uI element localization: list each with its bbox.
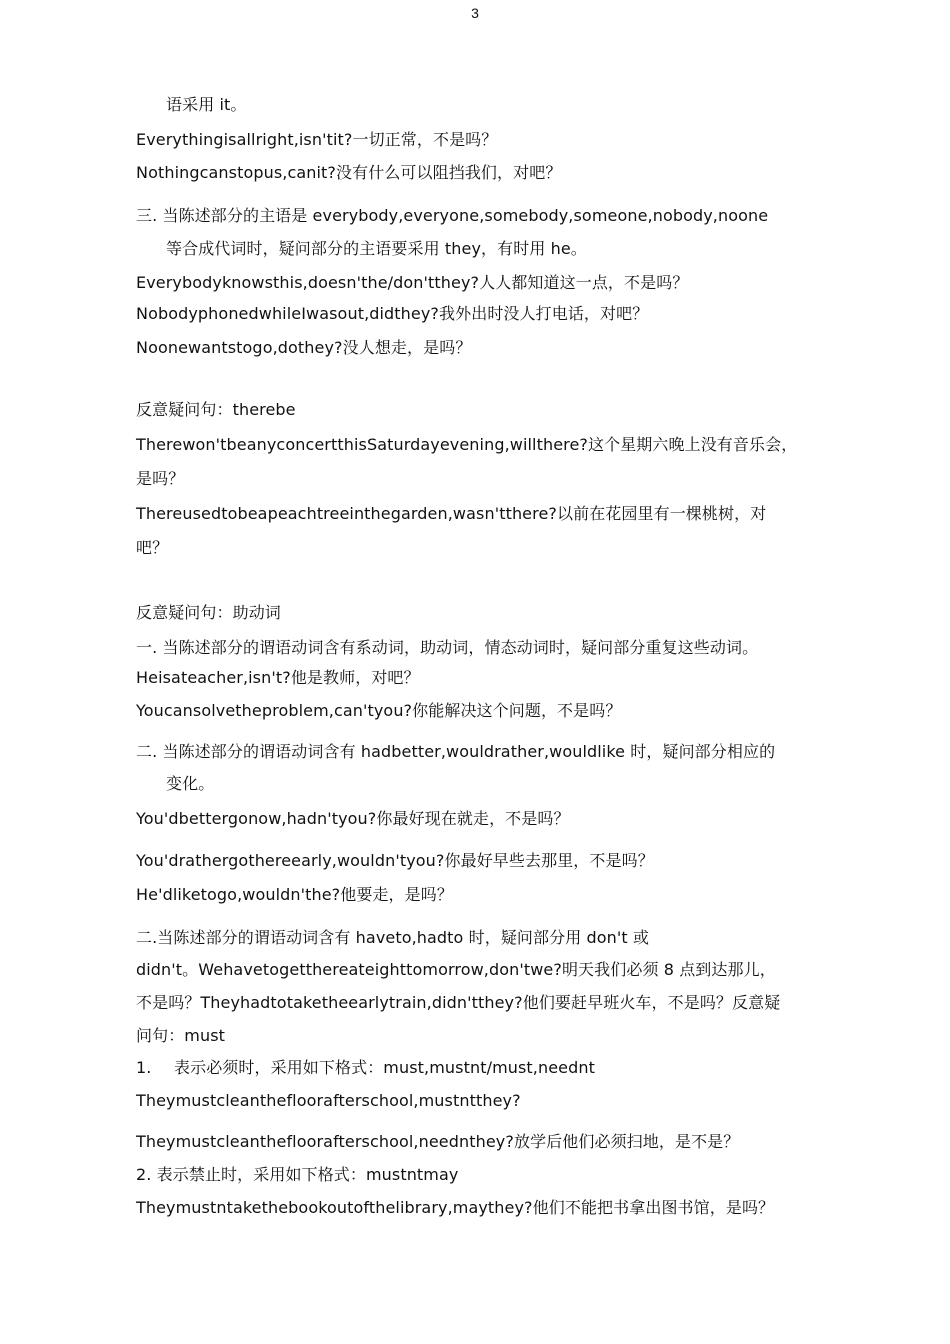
section-title: 反意疑问句：助动词 (136, 603, 281, 622)
text-line: 不是吗？Theyhadtotaketheearlytrain,didn'tthey?他们要赶早班火车，不是吗？反意疑 (136, 993, 781, 1012)
section-heading: 一. 当陈述部分的谓语动词含有系动词，助动词，情态动词时，疑问部分重复这些动词。 (136, 638, 759, 657)
text-line: didn't。Wehavetogetthereateighttomorrow,don'twe?明天我们必须 8 点到达那儿， (136, 960, 776, 979)
text-line: Youcansolvetheproblem,can'tyou?你能解决这个问题，不是吗？ (136, 701, 622, 720)
text-line: Everybodyknowsthis,doesn'the/don'tthey?人人都知道这一点，不是吗？ (136, 273, 689, 292)
section-heading: 三. 当陈述部分的主语是 everybody,everyone,somebody,someone,nobody,noone (136, 206, 769, 225)
text-line: Everythingisallright,isn'tit?一切正常，不是吗？ (136, 130, 498, 149)
text-line: NobodyphonedwhileIwasout,didthey?我外出时没人打电话，对吧？ (136, 304, 649, 323)
text-line: Noonewantstogo,dothey?没人想走，是吗？ (136, 338, 472, 357)
list-item: 表示必须时，采用如下格式：must,mustnt/must,neednt (174, 1058, 595, 1077)
list-item: 2. 表示禁止时，采用如下格式：mustntmay (136, 1165, 459, 1184)
text-line: He'dliketogo,wouldn'the?他要走，是吗？ (136, 885, 453, 904)
text-line: Heisateacher,isn't?他是教师，对吧？ (136, 668, 420, 687)
section-heading: 二.当陈述部分的谓语动词含有 haveto,hadto 时，疑问部分用 don't 或 (136, 928, 650, 947)
section-title: 问句：must (136, 1026, 226, 1045)
text-line: Theymustcleanthefloorafterschool,mustntthey? (136, 1091, 521, 1110)
text-line: 吧？ (136, 538, 169, 557)
text-line: Theymustntakethebookoutofthelibrary,maythey?他们不能把书拿出图书馆，是吗？ (136, 1198, 775, 1217)
text-line: 变化。 (166, 774, 215, 793)
text-line: Nothingcanstopus,canit?没有什么可以阻挡我们，对吧？ (136, 163, 562, 182)
page-number: 3 (471, 5, 479, 21)
text-line: 是吗？ (136, 469, 185, 488)
text-line: You'dbettergonow,hadn'tyou?你最好现在就走，不是吗？ (136, 809, 570, 828)
text-line: Therewon'tbeanyconcertthisSaturdayevening,willthere?这个星期六晚上没有音乐会， (136, 435, 798, 454)
text-line: Thereusedtobeapeachtreeinthegarden,wasn'tthere?以前在花园里有一棵桃树，对 (136, 504, 767, 523)
text-line: 语采用 it。 (166, 95, 247, 114)
section-title: 反意疑问句：therebe (136, 400, 296, 419)
section-heading: 二. 当陈述部分的谓语动词含有 hadbetter,wouldrather,wouldlike 时，疑问部分相应的 (136, 742, 776, 761)
text-line: Theymustcleanthefloorafterschool,neednthey?放学后他们必须扫地，是不是？ (136, 1132, 740, 1151)
text-line: 等合成代词时，疑问部分的主语要采用 they，有时用 he。 (166, 239, 587, 258)
list-marker: 1. (136, 1058, 152, 1077)
text-line: You'drathergothereearly,wouldn'tyou?你最好早些去那里，不是吗？ (136, 851, 654, 870)
